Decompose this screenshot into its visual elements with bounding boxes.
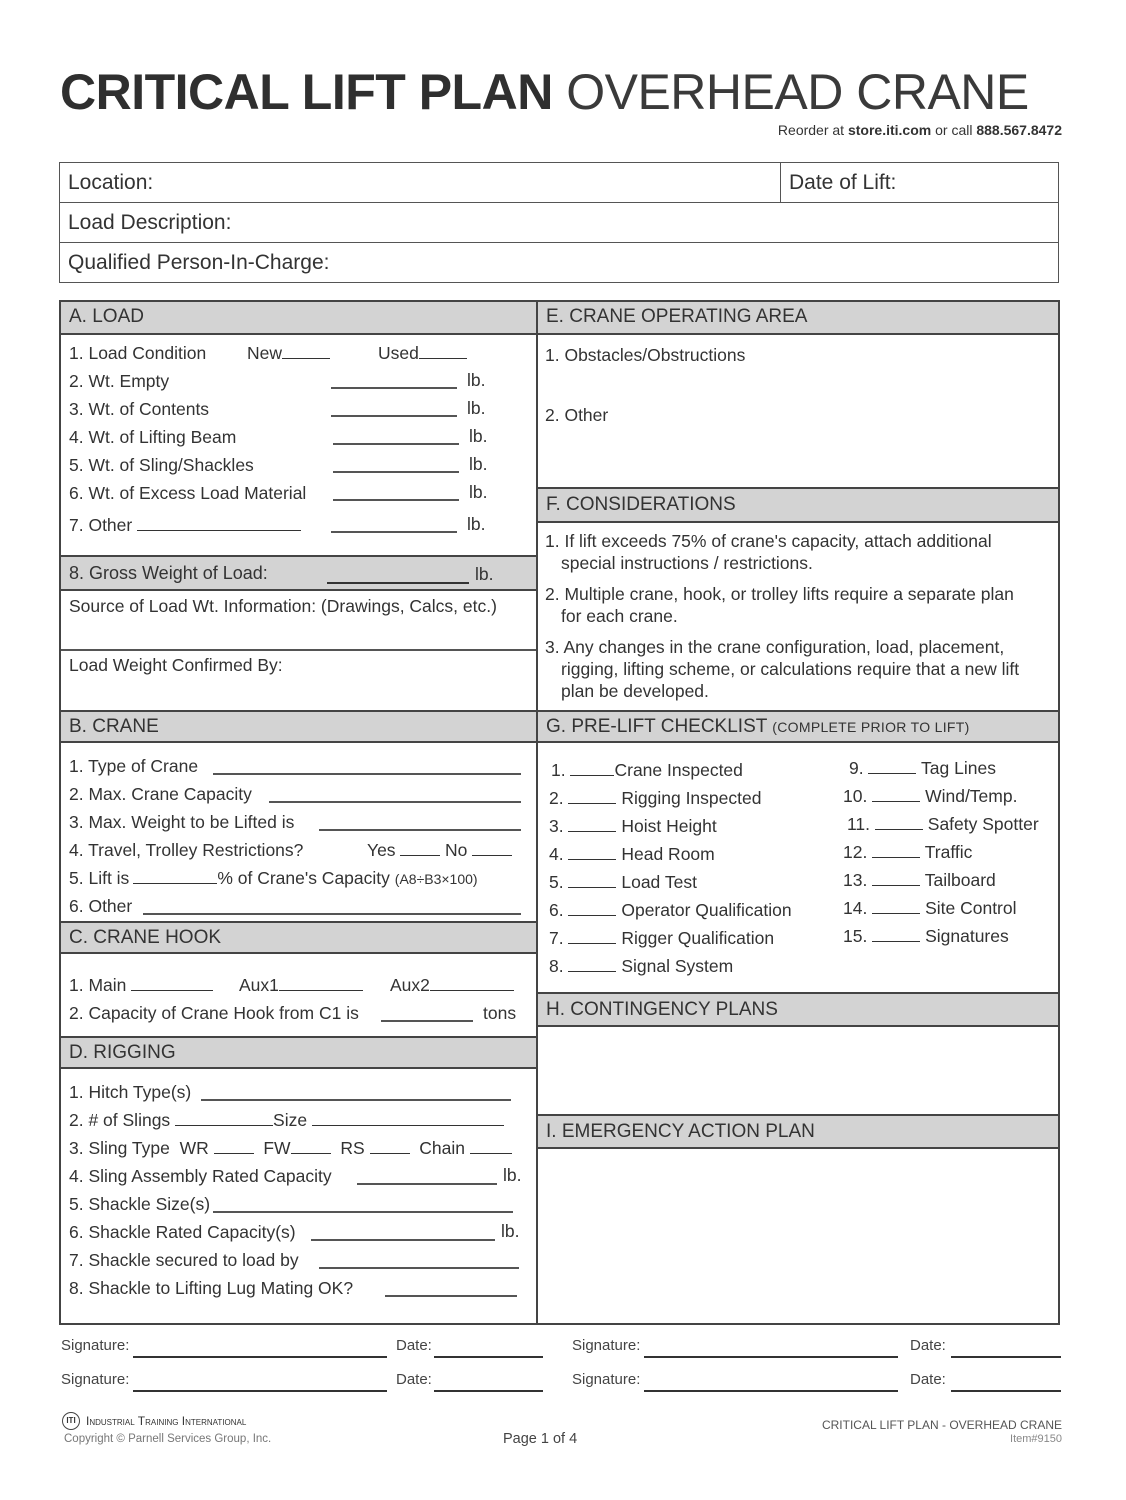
date-label: Date: xyxy=(910,1371,946,1388)
wt-excess-label: 6. Wt. of Excess Load Material xyxy=(69,483,307,503)
signature-label: Signature: xyxy=(61,1371,130,1388)
checklist-blank[interactable] xyxy=(568,956,616,972)
reorder-site-link[interactable]: store.iti.com xyxy=(847,122,932,138)
type-of-crane-label: 1. Type of Crane xyxy=(69,756,199,776)
footer-doc-title: CRITICAL LIFT PLAN - OVERHEAD CRANE xyxy=(821,1418,1062,1432)
checklist-label: Operator Qualification xyxy=(621,900,792,920)
unit-lb: lb. xyxy=(467,514,486,534)
source-load-wt-label: Source of Load Wt. Information: (Drawings, Calcs, etc.) xyxy=(69,596,497,616)
info-box xyxy=(59,162,1059,283)
title-light: OVERHEAD CRANE xyxy=(566,64,1029,120)
section-f-title: F. CONSIDERATIONS xyxy=(546,494,736,515)
section-d-header xyxy=(61,1036,536,1069)
hook-main-blank[interactable] xyxy=(131,975,213,991)
checklist-label: Load Test xyxy=(621,872,697,892)
hook-capacity-label: 2. Capacity of Crane Hook from C1 is xyxy=(69,1003,359,1023)
checklist-num: 8. xyxy=(549,956,564,976)
unit-lb: lb. xyxy=(501,1221,520,1241)
shackle-secured-blank[interactable] xyxy=(319,1267,519,1269)
checklist-num: 14. xyxy=(843,898,868,918)
checklist-item-15[interactable] xyxy=(843,925,1009,947)
copyright: Copyright © Parnell Services Group, Inc. xyxy=(64,1433,272,1445)
checklist-num: 3. xyxy=(549,816,564,836)
date-line[interactable] xyxy=(434,1390,543,1392)
section-h-title: H. CONTINGENCY PLANS xyxy=(546,999,778,1020)
operating-other-label: 2. Other xyxy=(545,405,609,425)
travel-yes[interactable] xyxy=(367,839,440,861)
signature-label: Signature: xyxy=(61,1337,130,1354)
checklist-blank[interactable] xyxy=(868,758,916,774)
wt-slings-blank[interactable] xyxy=(333,471,459,473)
checklist-label: Rigger Qualification xyxy=(621,928,775,948)
sling-wr-label: WR xyxy=(179,1138,209,1158)
section-c-header xyxy=(61,921,536,954)
section-a-title: A. LOAD xyxy=(69,306,144,327)
checklist-blank[interactable] xyxy=(872,898,920,914)
date-line[interactable] xyxy=(434,1356,543,1358)
checklist-label: Signatures xyxy=(925,926,1009,946)
shackle-mating-label: 8. Shackle to Lifting Lug Mating OK? xyxy=(69,1278,354,1298)
section-i-header xyxy=(538,1114,1058,1149)
section-g-title: G. PRE-LIFT CHECKLIST xyxy=(546,716,768,737)
checklist-blank[interactable] xyxy=(568,816,616,832)
hook-aux2-blank[interactable] xyxy=(430,975,514,991)
checklist-blank[interactable] xyxy=(872,786,920,802)
wt-contents-label: 3. Wt. of Contents xyxy=(69,399,210,419)
divider xyxy=(61,649,536,651)
obstacles-label: 1. Obstacles/Obstructions xyxy=(545,345,746,365)
checklist-num: 9. xyxy=(849,758,864,778)
unit-lb: lb. xyxy=(469,426,488,446)
date-of-lift-field[interactable] xyxy=(780,163,1058,203)
shackle-capacity-label: 6. Shackle Rated Capacity(s) xyxy=(69,1222,296,1242)
page-number: Page 1 of 4 xyxy=(503,1431,578,1447)
slings-size-blank[interactable] xyxy=(312,1110,504,1126)
checklist-num: 13. xyxy=(843,870,868,890)
checklist-item-2[interactable] xyxy=(549,787,761,809)
checklist-item-7[interactable] xyxy=(549,927,774,949)
lift-formula: (A8÷B3×100) xyxy=(394,871,478,887)
checklist-label: Rigging Inspected xyxy=(621,788,762,808)
checklist-item-9[interactable] xyxy=(849,757,996,779)
person-in-charge-label: Qualified Person-In-Charge: xyxy=(68,251,330,274)
emergency-action-plan-field[interactable] xyxy=(538,1149,1058,1323)
checklist-num: 15. xyxy=(843,926,868,946)
sling-chain-label: Chain xyxy=(419,1138,465,1158)
signature-line[interactable] xyxy=(644,1356,898,1358)
section-b-title: B. CRANE xyxy=(69,716,159,737)
sling-rs-blank[interactable] xyxy=(370,1138,410,1154)
checklist-num: 1. xyxy=(551,760,566,780)
wt-lifting-beam-blank[interactable] xyxy=(333,443,459,445)
checklist-label: Safety Spotter xyxy=(927,814,1039,834)
load-condition-row xyxy=(69,342,206,364)
page-title xyxy=(60,62,1029,122)
wt-other-desc-blank[interactable] xyxy=(137,515,301,531)
crane-other-label: 6. Other xyxy=(69,896,133,916)
hook-aux1-blank[interactable] xyxy=(279,975,363,991)
section-e-title: E. CRANE OPERATING AREA xyxy=(546,306,808,327)
shackle-size-blank[interactable] xyxy=(213,1211,513,1213)
crane-other-blank[interactable] xyxy=(143,913,521,915)
checklist-item-3[interactable] xyxy=(549,815,717,837)
checklist-blank[interactable] xyxy=(568,872,616,888)
location-field[interactable] xyxy=(60,163,1058,203)
section-h-header xyxy=(538,992,1058,1027)
gross-weight-blank[interactable] xyxy=(327,582,469,584)
load-condition-used[interactable] xyxy=(378,342,467,364)
checklist-blank[interactable] xyxy=(872,842,920,858)
slings-size-label: Size xyxy=(273,1110,308,1130)
slings-row xyxy=(69,1109,504,1131)
wt-slings-label: 5. Wt. of Sling/Shackles xyxy=(69,455,254,475)
checklist-item-13[interactable] xyxy=(843,869,996,891)
wt-other-label xyxy=(69,514,301,536)
consideration-1: 1. If lift exceeds 75% of crane's capacity, attach additional xyxy=(545,531,992,551)
max-crane-capacity-label: 2. Max. Crane Capacity xyxy=(69,784,252,804)
date-label: Date: xyxy=(910,1337,946,1354)
checklist-blank[interactable] xyxy=(568,844,616,860)
date-of-lift-label: Date of Lift: xyxy=(789,171,897,194)
checklist-label: Signal System xyxy=(621,956,734,976)
section-g-header xyxy=(538,710,1058,743)
sling-rs-label: RS xyxy=(340,1138,365,1158)
checklist-item-6[interactable] xyxy=(549,899,792,921)
slings-count-blank[interactable] xyxy=(175,1110,273,1126)
signature-line[interactable] xyxy=(644,1390,898,1392)
hook-aux1[interactable] xyxy=(239,974,363,996)
shackle-size-label: 5. Shackle Size(s) xyxy=(69,1194,211,1214)
iti-logo-icon: ITI xyxy=(62,1412,80,1430)
wt-empty-blank[interactable] xyxy=(331,387,457,389)
max-weight-blank[interactable] xyxy=(319,829,521,831)
section-f-header xyxy=(538,487,1058,523)
checklist-num: 6. xyxy=(549,900,564,920)
date-label: Date: xyxy=(396,1337,432,1354)
wt-other-text: 7. Other xyxy=(69,515,133,535)
signature-label: Signature: xyxy=(572,1371,641,1388)
checklist-label: Crane Inspected xyxy=(614,760,743,780)
hook-capacity-blank[interactable] xyxy=(381,1020,473,1022)
hitch-type-label: 1. Hitch Type(s) xyxy=(69,1082,192,1102)
lift-plan-form xyxy=(59,300,1060,1325)
travel-no[interactable] xyxy=(445,839,512,861)
checklist-label: Tailboard xyxy=(924,870,996,890)
checklist-blank[interactable] xyxy=(875,814,923,830)
checklist-label: Wind/Temp. xyxy=(925,786,1018,806)
date-line[interactable] xyxy=(951,1390,1061,1392)
checklist-num: 10. xyxy=(843,786,868,806)
checklist-item-8[interactable] xyxy=(549,955,733,977)
load-new-label: New xyxy=(247,343,283,363)
sling-assembly-label: 4. Sling Assembly Rated Capacity xyxy=(69,1166,332,1186)
checklist-num: 7. xyxy=(549,928,564,948)
checklist-item-11[interactable] xyxy=(847,813,1039,835)
wt-empty-label: 2. Wt. Empty xyxy=(69,371,170,391)
sling-chain-blank[interactable] xyxy=(470,1138,512,1154)
reorder-prefix: Reorder at xyxy=(777,122,845,138)
travel-no-blank[interactable] xyxy=(472,840,512,856)
person-in-charge-field[interactable] xyxy=(60,243,1058,283)
gross-weight-label: 8. Gross Weight of Load: xyxy=(69,563,268,583)
checklist-item-1[interactable] xyxy=(551,759,743,781)
signature-line[interactable] xyxy=(133,1356,387,1358)
checklist-blank[interactable] xyxy=(568,900,616,916)
checklist-num: 2. xyxy=(549,788,564,808)
sling-type-label: 3. Sling Type xyxy=(69,1138,170,1158)
consideration-3-end: plan be developed. xyxy=(561,681,709,701)
checklist-label: Traffic xyxy=(924,842,973,862)
checklist-num: 11. xyxy=(847,814,871,834)
item-number: Item#9150 xyxy=(1010,1433,1062,1445)
travel-restrictions-label: 4. Travel, Trolley Restrictions? xyxy=(69,840,304,860)
consideration-2: 2. Multiple crane, hook, or trolley lifts require a separate plan xyxy=(545,584,1014,604)
lift-is-row xyxy=(69,867,478,890)
checklist-item-14[interactable] xyxy=(843,897,1017,919)
reorder-mid: or call xyxy=(935,122,973,138)
unit-lb: lb. xyxy=(469,454,488,474)
travel-yes-blank[interactable] xyxy=(400,840,440,856)
company-name: Industrial Training International xyxy=(86,1414,247,1428)
checklist-item-12[interactable] xyxy=(843,841,972,863)
hitch-type-blank[interactable] xyxy=(201,1099,511,1101)
consideration-2-cont: for each crane. xyxy=(561,606,678,626)
unit-lb: lb. xyxy=(467,370,486,390)
consideration-1-cont: special instructions / restrictions. xyxy=(561,553,813,573)
checklist-blank[interactable] xyxy=(872,926,920,942)
wt-lifting-beam-label: 4. Wt. of Lifting Beam xyxy=(69,427,237,447)
checklist-item-10[interactable] xyxy=(843,785,1017,807)
checklist-blank[interactable] xyxy=(872,870,920,886)
wt-excess-blank[interactable] xyxy=(333,499,459,501)
sling-assembly-blank[interactable] xyxy=(357,1183,497,1185)
max-crane-capacity-blank[interactable] xyxy=(269,801,521,803)
lift-pct-blank[interactable] xyxy=(133,868,217,884)
checklist-item-4[interactable] xyxy=(549,843,715,865)
shackle-capacity-blank[interactable] xyxy=(311,1239,495,1241)
sling-wr-blank[interactable] xyxy=(214,1138,254,1154)
section-c-title: C. CRANE HOOK xyxy=(69,927,222,948)
travel-no-label: No xyxy=(445,840,468,860)
travel-yes-label: Yes xyxy=(367,840,396,860)
slings-label: 2. # of Slings xyxy=(69,1110,171,1130)
load-used-label: Used xyxy=(378,343,419,363)
location-label: Location: xyxy=(68,171,154,194)
checklist-blank[interactable] xyxy=(568,928,616,944)
load-new-blank[interactable] xyxy=(282,343,330,359)
section-d-title: D. RIGGING xyxy=(69,1042,176,1063)
title-bold: CRITICAL LIFT PLAN xyxy=(60,64,553,120)
consideration-3-cont: rigging, lifting scheme, or calculations require that a new lift xyxy=(561,659,1020,679)
consideration-3: 3. Any changes in the crane configuration, load, placement, xyxy=(545,637,1005,657)
checklist-item-5[interactable] xyxy=(549,871,697,893)
sling-fw-blank[interactable] xyxy=(291,1138,331,1154)
checklist-label: Hoist Height xyxy=(621,816,717,836)
unit-lb: lb. xyxy=(475,564,494,584)
hook-aux1-label: Aux1 xyxy=(239,975,279,995)
gross-weight-row xyxy=(61,555,536,591)
lift-is-label: 5. Lift is xyxy=(69,868,130,888)
section-b-header xyxy=(61,710,536,743)
checklist-num: 4. xyxy=(549,844,564,864)
unit-lb: lb. xyxy=(503,1165,522,1185)
load-used-blank[interactable] xyxy=(419,343,467,359)
unit-lb: lb. xyxy=(469,482,488,502)
checklist-label: Site Control xyxy=(925,898,1017,918)
wt-other-blank[interactable] xyxy=(331,531,457,533)
max-weight-label: 3. Max. Weight to be Lifted is xyxy=(69,812,295,832)
sling-type-row xyxy=(69,1137,512,1159)
type-of-crane-blank[interactable] xyxy=(213,773,521,775)
load-description-field[interactable] xyxy=(60,203,1058,243)
date-line[interactable] xyxy=(951,1356,1061,1358)
load-condition-label: 1. Load Condition xyxy=(69,343,207,363)
checklist-label: Head Room xyxy=(621,844,715,864)
reorder-phone: 888.567.8472 xyxy=(976,122,1062,138)
checklist-num: 5. xyxy=(549,872,564,892)
checklist-blank[interactable] xyxy=(570,760,614,776)
load-wt-confirmed-label: Load Weight Confirmed By: xyxy=(69,655,283,675)
unit-lb: lb. xyxy=(467,398,486,418)
sling-fw-label: FW xyxy=(263,1138,291,1158)
date-label: Date: xyxy=(396,1371,432,1388)
shackle-secured-label: 7. Shackle secured to load by xyxy=(69,1250,299,1270)
hook-main[interactable] xyxy=(69,974,213,996)
hook-main-label: 1. Main xyxy=(69,975,127,995)
hook-tons-label: tons xyxy=(483,1003,517,1023)
reorder-info xyxy=(778,122,1062,138)
hook-aux2[interactable] xyxy=(390,974,514,996)
section-i-title: I. EMERGENCY ACTION PLAN xyxy=(546,1121,815,1142)
wt-contents-blank[interactable] xyxy=(331,415,457,417)
section-e-header xyxy=(538,302,1058,335)
signature-line[interactable] xyxy=(133,1390,387,1392)
checklist-num: 12. xyxy=(843,842,868,862)
hook-aux2-label: Aux2 xyxy=(390,975,430,995)
checklist-blank[interactable] xyxy=(568,788,616,804)
shackle-mating-blank[interactable] xyxy=(385,1295,517,1297)
load-condition-new[interactable] xyxy=(247,342,330,364)
section-a-header xyxy=(61,302,536,335)
signature-label: Signature: xyxy=(572,1337,641,1354)
lift-pct-label: % of Crane's Capacity xyxy=(217,868,390,888)
contingency-plans-field[interactable] xyxy=(538,1027,1058,1114)
checklist-label: Tag Lines xyxy=(921,758,996,778)
section-g-subtitle: (COMPLETE PRIOR TO LIFT) xyxy=(772,719,970,735)
load-description-label: Load Description: xyxy=(68,211,232,234)
